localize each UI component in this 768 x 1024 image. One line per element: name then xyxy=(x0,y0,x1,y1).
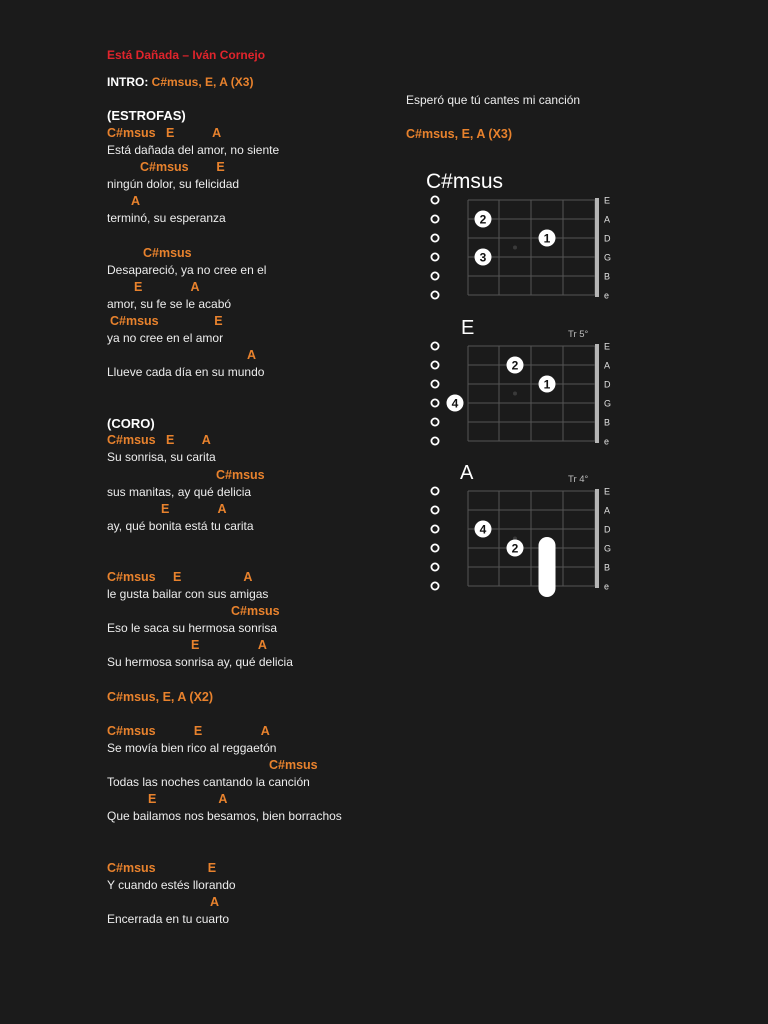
open-string-icon xyxy=(431,361,438,368)
finger-number: 4 xyxy=(451,396,459,411)
intro-label: INTRO: xyxy=(107,75,152,89)
open-string-icon xyxy=(431,234,438,241)
open-string-icon xyxy=(431,525,438,532)
lyric-line: terminó, su esperanza xyxy=(107,211,226,225)
string-name-label: B xyxy=(604,271,611,282)
section-heading: (CORO) xyxy=(107,416,155,431)
section-heading: (ESTROFAS) xyxy=(107,108,186,123)
chord-line: E A xyxy=(161,502,227,516)
lyric-line: Eso le saca su hermosa sonrisa xyxy=(107,621,278,635)
string-name-label: A xyxy=(604,505,611,516)
finger-number: 2 xyxy=(511,541,519,556)
barre-marker xyxy=(539,537,556,597)
open-string-icon xyxy=(431,437,438,444)
string-name-label: e xyxy=(604,290,610,301)
finger-number: 4 xyxy=(479,522,487,537)
open-string-icon xyxy=(431,272,438,279)
open-string-icon xyxy=(431,544,438,551)
finger-number: 3 xyxy=(479,250,487,265)
finger-number: 2 xyxy=(479,212,487,227)
lyric-line: sus manitas, ay qué delicia xyxy=(107,485,252,499)
open-string-icon xyxy=(431,380,438,387)
string-name-label: G xyxy=(604,543,612,554)
string-name-label: D xyxy=(604,233,611,244)
lyric-line: amor, su fe se le acabó xyxy=(107,297,232,311)
song-title: Está Dañada – Iván Cornejo xyxy=(107,48,266,62)
lyric-line: Y cuando estés llorando xyxy=(107,878,236,892)
open-string-icon xyxy=(431,253,438,260)
chord-line: E A xyxy=(148,792,228,806)
lyric-line: Se movía bien rico al reggaetón xyxy=(107,741,277,755)
chord-line: C#msus E xyxy=(140,160,225,174)
lyric-line: ningún dolor, su felicidad xyxy=(107,177,240,191)
finger-number: 2 xyxy=(511,358,519,373)
string-name-label: A xyxy=(604,360,611,371)
chord-line: C#msus E A xyxy=(107,433,211,447)
open-string-icon xyxy=(431,342,438,349)
chord-line: C#msus E xyxy=(110,314,223,328)
fret-position-label: Tr 4° xyxy=(568,474,589,485)
lyric-line: Su sonrisa, su carita xyxy=(107,450,216,464)
open-string-icon xyxy=(431,215,438,222)
string-name-label: G xyxy=(604,398,612,409)
string-name-label: E xyxy=(604,486,611,497)
lyric-line: Todas las noches cantando la canción xyxy=(107,775,310,789)
open-string-icon xyxy=(431,563,438,570)
open-string-icon xyxy=(431,418,438,425)
lyric-line: ay, qué bonita está tu carita xyxy=(107,519,254,533)
right-lyric: Esperó que tú cantes mi canción xyxy=(406,93,581,107)
fret-inlay-dot xyxy=(513,246,517,250)
nut-bar xyxy=(595,198,599,297)
nut-bar xyxy=(595,489,599,588)
lyric-line: Llueve cada día en su mundo xyxy=(107,365,265,379)
open-string-icon xyxy=(431,487,438,494)
lyric-line: Su hermosa sonrisa ay, qué delicia xyxy=(107,655,293,669)
right-chords: C#msus, E, A (X3) xyxy=(406,127,513,141)
open-string-icon xyxy=(431,506,438,513)
chord-line: E A xyxy=(191,638,267,652)
open-string-icon xyxy=(431,399,438,406)
open-string-icon xyxy=(431,196,438,203)
chord-line: A xyxy=(247,348,257,362)
open-string-icon xyxy=(431,291,438,298)
string-name-label: B xyxy=(604,562,611,573)
fret-inlay-dot xyxy=(513,392,517,396)
chord-line: C#msus E A xyxy=(107,570,253,584)
chord-name: E xyxy=(461,317,475,339)
fret-position-label: Tr 5° xyxy=(568,329,589,340)
chord-line: A xyxy=(210,895,220,909)
chord-line: C#msus E xyxy=(107,861,217,875)
string-name-label: E xyxy=(604,341,611,352)
chord-line: C#msus xyxy=(216,468,265,482)
chord-line: C#msus, E, A (X2) xyxy=(107,690,214,704)
lyric-line: Encerrada en tu cuarto xyxy=(107,912,230,926)
chord-line: C#msus xyxy=(231,604,280,618)
string-name-label: B xyxy=(604,417,611,428)
finger-number: 1 xyxy=(543,377,551,392)
chord-line: E A xyxy=(134,280,200,294)
string-name-label: e xyxy=(604,581,610,592)
chord-line: C#msus E A xyxy=(107,126,222,140)
chord-line: C#msus xyxy=(143,246,192,260)
string-name-label: D xyxy=(604,379,611,390)
chord-name: C#msus xyxy=(426,170,504,193)
string-name-label: D xyxy=(604,524,611,535)
nut-bar xyxy=(595,344,599,443)
lyric-line: Desapareció, ya no cree en el xyxy=(107,263,267,277)
string-name-label: e xyxy=(604,436,610,447)
chord-line: A xyxy=(131,194,141,208)
lyric-line: Que bailamos nos besamos, bien borrachos xyxy=(107,809,342,823)
string-name-label: E xyxy=(604,195,611,206)
chord-line: C#msus E A xyxy=(107,724,270,738)
lyric-line: ya no cree en el amor xyxy=(107,331,224,345)
string-name-label: A xyxy=(604,214,611,225)
chord-line: C#msus xyxy=(269,758,318,772)
string-name-label: G xyxy=(604,252,612,263)
finger-number: 1 xyxy=(543,231,551,246)
intro-chords: C#msus, E, A (X3) xyxy=(151,75,254,89)
chord-name: A xyxy=(460,462,474,484)
lyric-line: Está dañada del amor, no siente xyxy=(107,143,280,157)
open-string-icon xyxy=(431,582,438,589)
lyric-line: le gusta bailar con sus amigas xyxy=(107,587,269,601)
